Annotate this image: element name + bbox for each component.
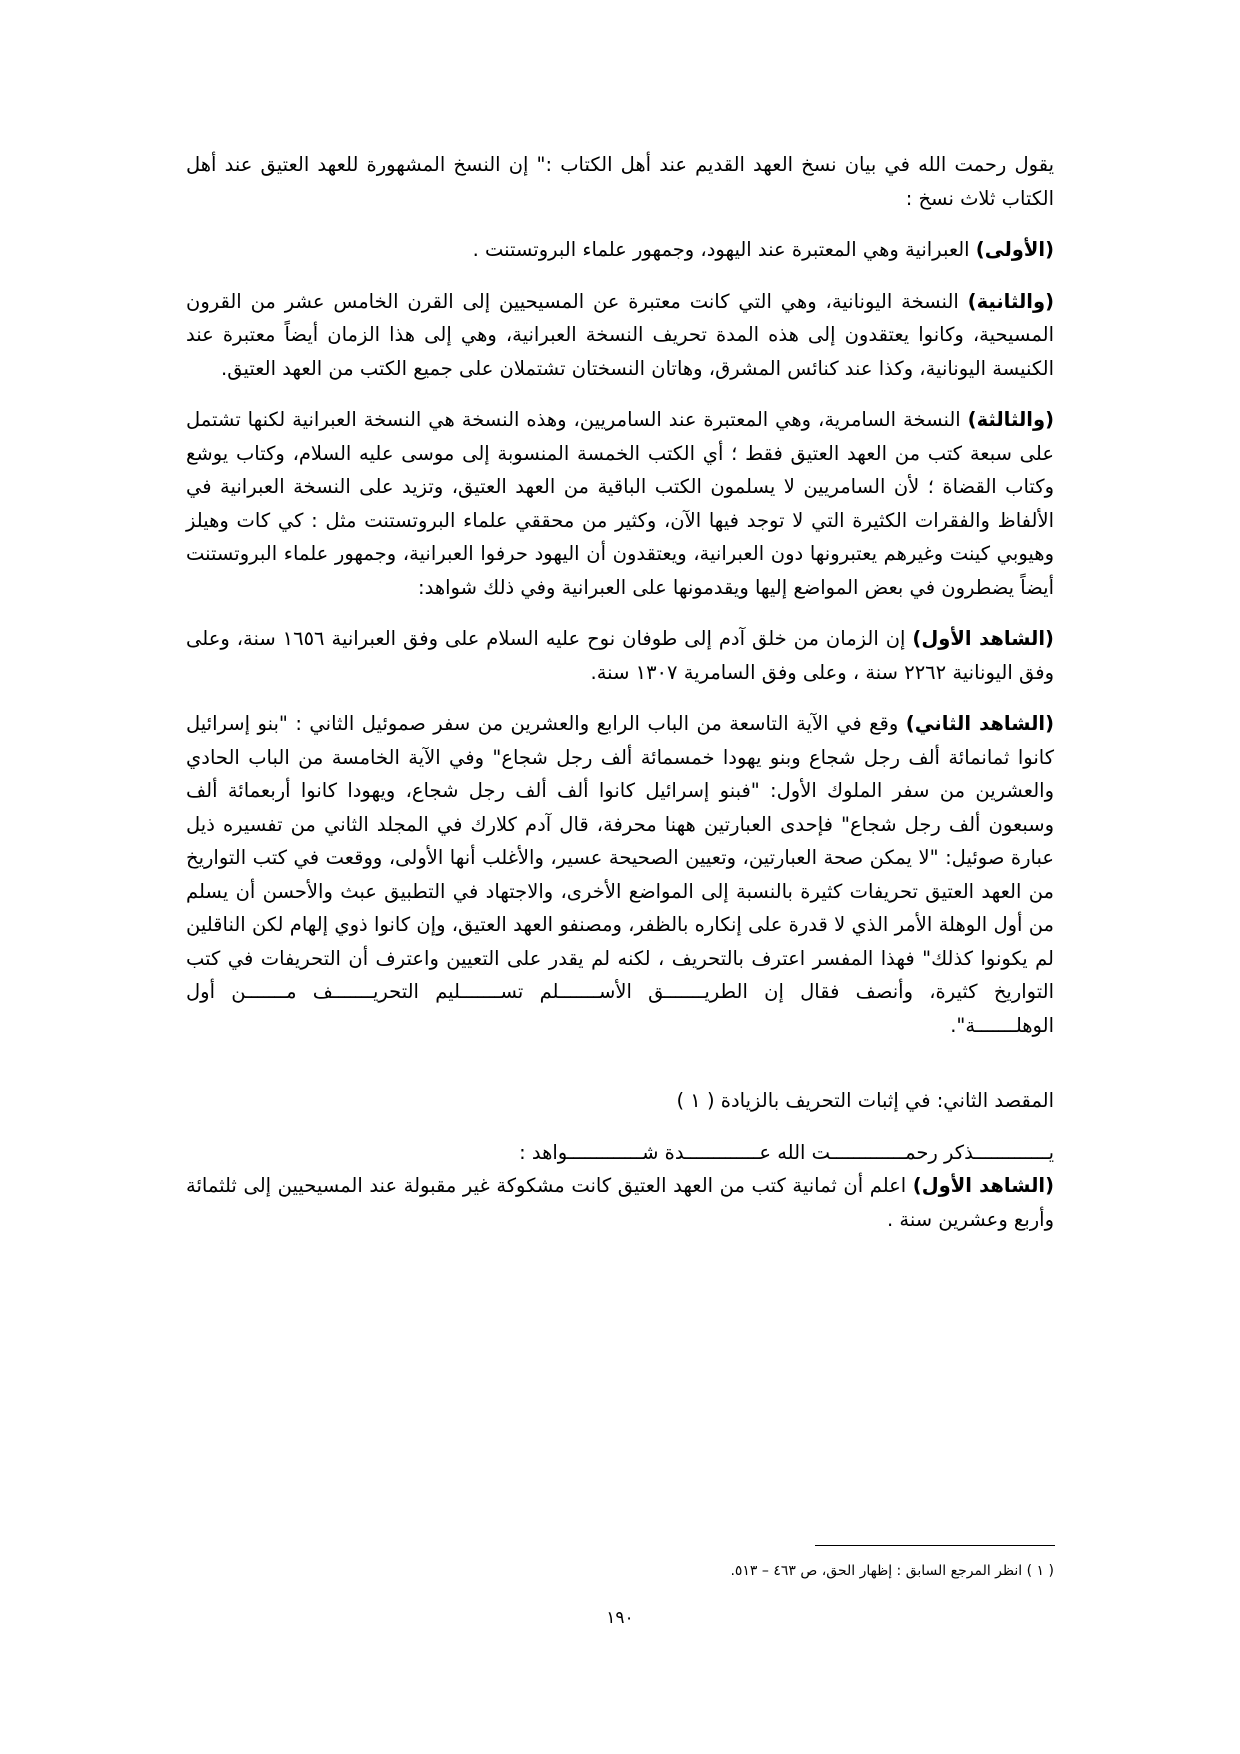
second-section-witness-one-label: (الشاهد الأول) (912, 1174, 1054, 1197)
witness-one-paragraph (186, 622, 1054, 689)
first-copy-paragraph (186, 233, 1054, 267)
footnote (186, 1560, 1054, 1582)
page-number: ١٩٠ (606, 1608, 634, 1628)
third-copy-text: النسخة السامرية، وهي المعتبرة عند السامريين، وهذه النسخة هي النسخة العبرانية لكنها تشتمل على سبعة كتب من العهد العتيق فقط ؛ أي الكتب الخمسة المنسوبة إلى موسى عليه السلام، وكتاب يوشع وكتاب القضاة ؛ لأن السامريين لا يسلمون الكتب الباقية من العهد العتيق، وتزيد على النسخة العبرانية في الألفاظ والفقرات الكثيرة التي لا توجد فيها الآن، وكثير من محققي علماء البروتستنت مثل : كي كات وهيلز وهيوبي كينت وغيرهم يعتبرونها دون العبرانية، ويعتقدون أن اليهود حرفوا العبرانية، وجمهور علماء البروتستنت أيضاً يضطرون في بعض المواضع إليها ويقدمونها على العبرانية وفي ذلك شواهد: (186, 408, 1054, 599)
footnote-divider (815, 1545, 1055, 1546)
footnote-reference: ( ١ ) (676, 1089, 715, 1112)
second-section-witness-one (186, 1169, 1054, 1236)
third-copy-label: (والثالثة) (967, 408, 1054, 431)
first-copy-text: العبرانية وهي المعتبرة عند اليهود، وجمهور علماء البروتستنت . (472, 238, 976, 261)
document-body (186, 148, 1054, 1254)
footnote-text: انظر المرجع السابق : إظهار الحق، ص ٤٦٣ – ٥١٣. (730, 1563, 1027, 1579)
witness-two-paragraph (186, 707, 1054, 1042)
second-copy-paragraph (186, 285, 1054, 386)
second-copy-text: النسخة اليونانية، وهي التي كانت معتبرة عن المسيحيين إلى القرن الخامس عشر من القرون المسيحية، وكانوا يعتقدون إلى هذه المدة تحريف النسخة العبرانية، وهي إلى هذا الزمان أيضاً معتبرة عند الكنيسة اليونانية، وكذا عند كنائس المشرق، وهاتان النسختان تشتملان على جميع الكتب من العهد العتيق. (186, 289, 1054, 380)
witness-one-label: (الشاهد الأول) (912, 627, 1054, 650)
third-copy-paragraph (186, 403, 1054, 604)
second-section-witness-one-text: اعلم أن ثمانية كتب من العهد العتيق كانت مشكوكة غير مقبولة عند المسيحيين إلى ثلثمائة وأربع وعشرين سنة . (186, 1174, 1054, 1231)
witness-two-label: (الشاهد الثاني) (905, 712, 1054, 735)
witnesses-intro-line: يـــــــــــــذكر رحمـــــــــــــت الله عـــــــــــــدة شـــــــــــــواهد : (519, 1140, 1054, 1164)
first-copy-label: (الأولى) (975, 238, 1054, 261)
intro-paragraph: يقول رحمت الله في بيان نسخ العهد القديم عند أهل الكتاب :" إن النسخ المشهورة للعهد العتيق عند أهل الكتاب ثلاث نسخ : (186, 153, 1054, 210)
second-copy-label: (والثانية) (967, 289, 1054, 313)
footnote-marker: ( ١ ) (1026, 1563, 1054, 1579)
section-heading (186, 1084, 1054, 1118)
section-heading-text: المقصد الثاني: في إثبات التحريف بالزيادة (720, 1089, 1054, 1112)
witness-one-text: إن الزمان من خلق آدم إلى طوفان نوح عليه السلام على وفق العبرانية ١٦٥٦ سنة، وعلى وفق اليونانية ٢٢٦٢ سنة ، وعلى وفق السامرية ١٣٠٧ سنة. (186, 627, 1054, 684)
witness-two-text: وقع في الآية التاسعة من الباب الرابع والعشرين من سفر صموئيل الثاني : "بنو إسرائيل كانوا ثمانمائة ألف رجل شجاع وبنو يهودا خمسمائة ألف رجل شجاع" وفي الآية الخامسة من الباب الحادي والعشرين من سفر الملوك الأول: "فبنو إسرائيل كانوا ألف ألف رجل شجاع، ويهودا كانوا أربعمائة ألف وسبعون ألف رجل شجاع" فإحدى العبارتين ههنا محرفة، قال آدم كلارك في المجلد الثاني من تفسيره ذيل عبارة صوئيل: "لا يمكن صحة العبارتين، وتعيين الصحيحة عسير، والأغلب أنها الأولى، ووقعت في كتب التواريخ من العهد العتيق تحريفات كثيرة بالنسبة إلى المواضع الأخرى، والاجتهاد في التطبيق عبث والأحسن أن يسلم من أول الوهلة الأمر الذي لا قدرة على إنكاره بالظفر، ومصنفو العهد العتيق، وإن كانوا ذوي إلهام لكن الناقلين لم يكونوا كذلك" فهذا المفسر اعترف بالتحريف ، لكنه لم يقدر على التعيين واعترف أن التحريفات في كتب التواريخ كثيرة، وأنصف فقال إن الطريـــــــق الأســـــــلم تســـــــليم التحريـــــــف مـــــــن أول الوهلـــــــة". (186, 712, 1054, 1037)
